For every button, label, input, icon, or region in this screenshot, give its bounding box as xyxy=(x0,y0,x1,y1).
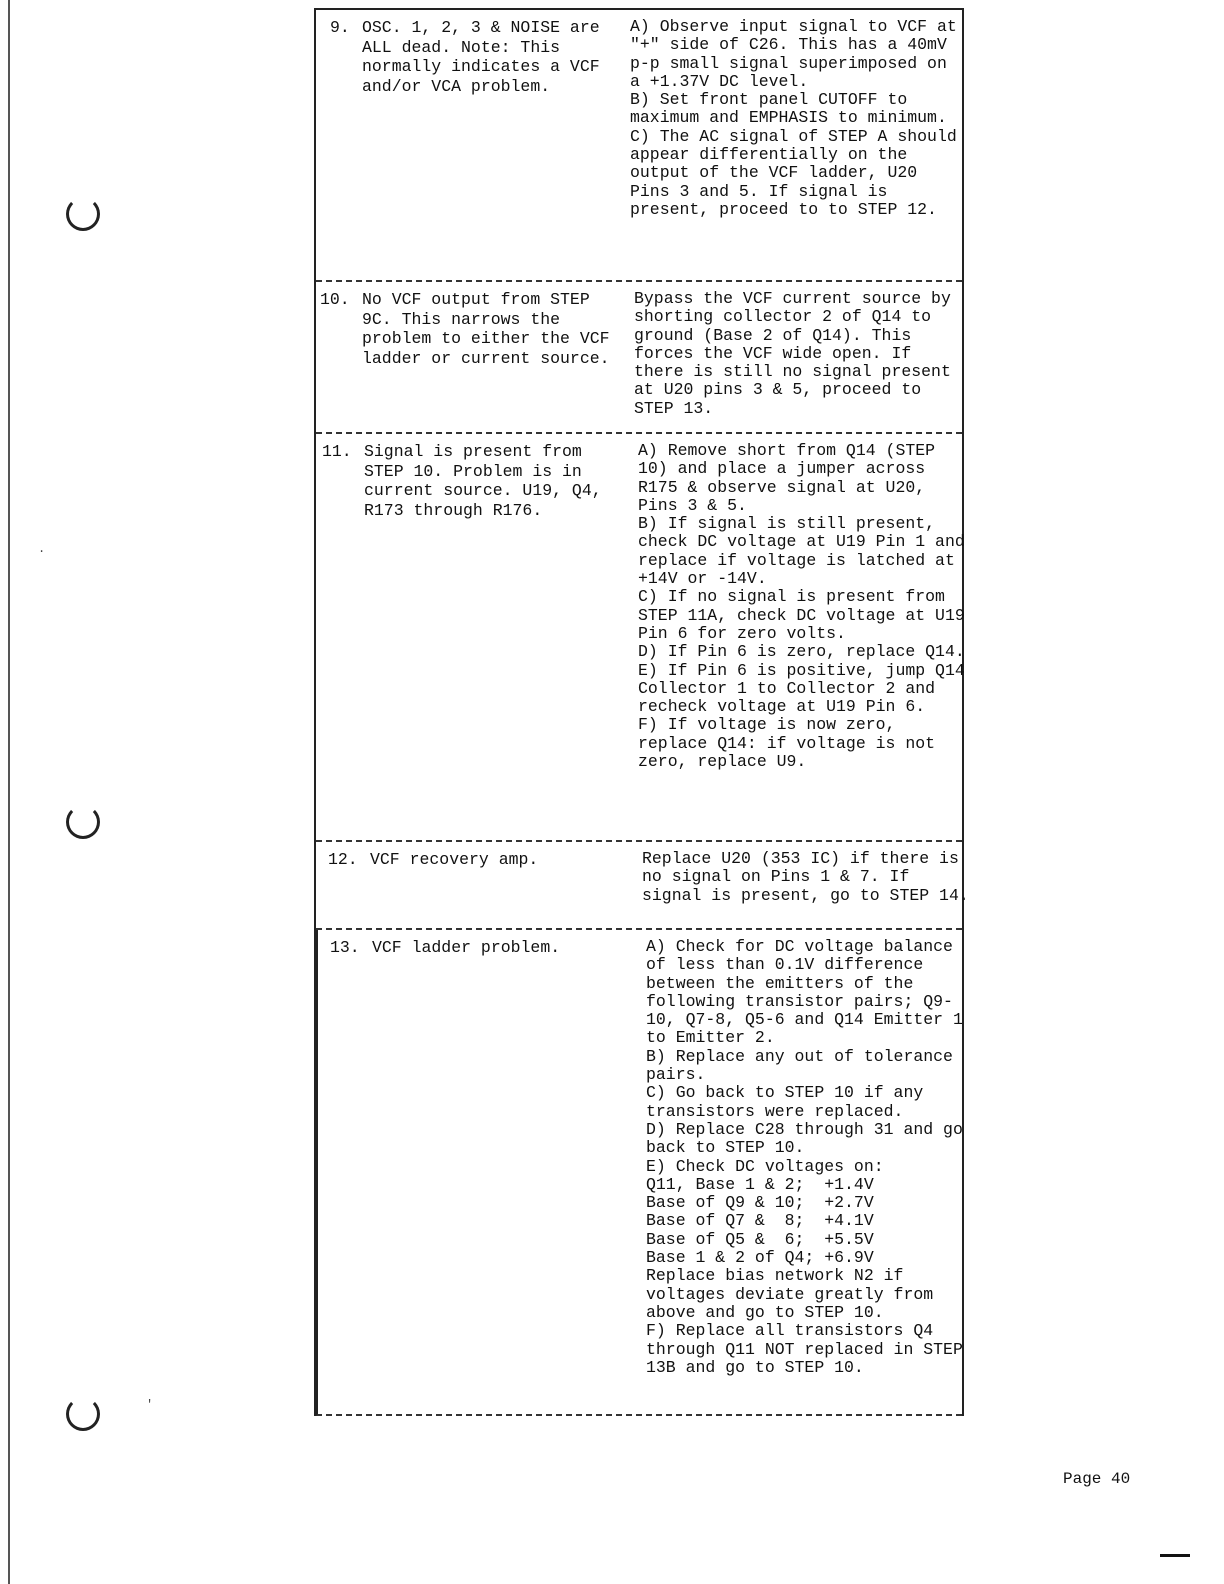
table-row xyxy=(316,10,962,282)
action-step: B) Replace any out of tolerance pairs. xyxy=(646,1046,963,1085)
troubleshooting-table xyxy=(314,8,973,1416)
action-cell xyxy=(642,850,972,905)
corner-mark xyxy=(1160,1554,1190,1557)
issue-cell xyxy=(322,442,612,520)
action-step: F) Replace all transistors Q4 through Q11 NOT replaced in STEP 13B and go to STEP 10. xyxy=(646,1321,973,1377)
issue-cell xyxy=(330,18,620,96)
action-cell xyxy=(638,442,968,771)
table-row xyxy=(316,842,969,930)
binder-hole-icon xyxy=(66,1397,100,1431)
issue-text: OSC. 1, 2, 3 & NOISE are ALL dead. Note: This normally indicates a VCF and/or VCA problem. xyxy=(362,18,600,96)
binder-hole-icon xyxy=(66,805,100,839)
action-cell xyxy=(646,938,976,1377)
action-step: D) If Pin 6 is zero, replace Q14. xyxy=(638,642,965,662)
action-step: Replace U20 (353 IC) if there is no signal on Pins 1 & 7. If signal is present, go to STEP 14. xyxy=(642,849,969,905)
issue-text: VCF ladder problem. xyxy=(372,938,561,957)
action-step: B) Set front panel CUTOFF to maximum and EMPHASIS to minimum. xyxy=(630,90,947,128)
action-step: D) Replace C28 through 31 and go back to STEP 10. xyxy=(646,1119,973,1158)
table-row xyxy=(316,282,962,434)
issue-text: Signal is present from STEP 10. Problem is in current source. U19, Q4, R173 through R176. xyxy=(364,442,602,520)
action-cell xyxy=(630,18,960,219)
table-row xyxy=(316,930,973,1416)
action-step: Bypass the VCF current source by shorting collector 2 of Q14 to ground (Base 2 of Q14). This forces the VCF wide open. If there is still no signal present at U20 pins 3 & 5, proceed to STEP 13. xyxy=(634,289,951,418)
issue-text: No VCF output from STEP 9C. This narrows the problem to either the VCF ladder or current source. xyxy=(362,290,610,368)
step-number: 13. xyxy=(330,938,360,957)
action-step: A) Observe input signal to VCF at "+" side of C26. This has a 40mV p-p small signal superimposed on a +1.37V DC level. xyxy=(630,17,957,91)
voltage-line: Base of Q7 & 8; +4.1V xyxy=(646,1211,874,1231)
action-step: Replace bias network N2 if voltages deviate greatly from above and go to STEP 10. xyxy=(646,1266,944,1322)
binder-hole-icon xyxy=(66,197,100,231)
action-step: E) Check DC voltages on: xyxy=(646,1156,884,1176)
action-step: C) Go back to STEP 10 if any transistors were replaced. xyxy=(646,1083,934,1121)
action-step: A) Check for DC voltage balance of less than 0.1V difference between the emitters of the following transistor pairs; Q9-10, Q7-8, Q5-6 and Q14 Emitter 1 to Emitter 2. xyxy=(646,937,973,1048)
action-step: C) The AC signal of STEP A should appear differentially on the output of the VCF ladder, U20 Pins 3 and 5. If signal is present, proceed to to STEP 12. xyxy=(630,126,957,219)
action-step: A) Remove short from Q14 (STEP 10) and place a jumper across R175 & observe signal at U20, Pins 3 & 5. xyxy=(638,441,936,515)
action-cell xyxy=(634,290,964,418)
action-step: E) If Pin 6 is positive, jump Q14 Collector 1 to Collector 2 and recheck voltage at U19 Pin 6. xyxy=(638,660,965,717)
scan-speck: . xyxy=(38,542,46,556)
issue-cell xyxy=(328,850,618,870)
issue-cell xyxy=(330,938,620,958)
action-step: C) If no signal is present from STEP 11A, check DC voltage at U19 Pin 6 for zero volts. xyxy=(638,587,965,643)
voltage-line: Base of Q5 & 6; +5.5V xyxy=(646,1229,874,1249)
voltage-line: Base of Q9 & 10; +2.7V xyxy=(646,1193,874,1213)
step-number: 10. xyxy=(320,290,350,309)
issue-cell xyxy=(320,290,610,368)
step-number: 12. xyxy=(328,850,358,869)
step-number: 11. xyxy=(322,442,352,461)
table-row xyxy=(316,434,965,842)
action-step: F) If voltage is now zero, replace Q14: if voltage is not zero, replace U9. xyxy=(638,715,936,772)
voltage-line: Q11, Base 1 & 2; +1.4V xyxy=(646,1174,874,1194)
voltage-line: Base 1 & 2 of Q4; +6.9V xyxy=(646,1248,874,1268)
page-left-edge xyxy=(8,0,10,1584)
page-number: Page 40 xyxy=(1063,1470,1131,1488)
step-number: 9. xyxy=(330,18,350,37)
issue-text: VCF recovery amp. xyxy=(370,850,539,869)
action-step: B) If signal is still present, check DC voltage at U19 Pin 1 and replace if voltage is latched at +14V or -14V. xyxy=(638,514,965,589)
scan-speck: ' xyxy=(146,1398,154,1412)
